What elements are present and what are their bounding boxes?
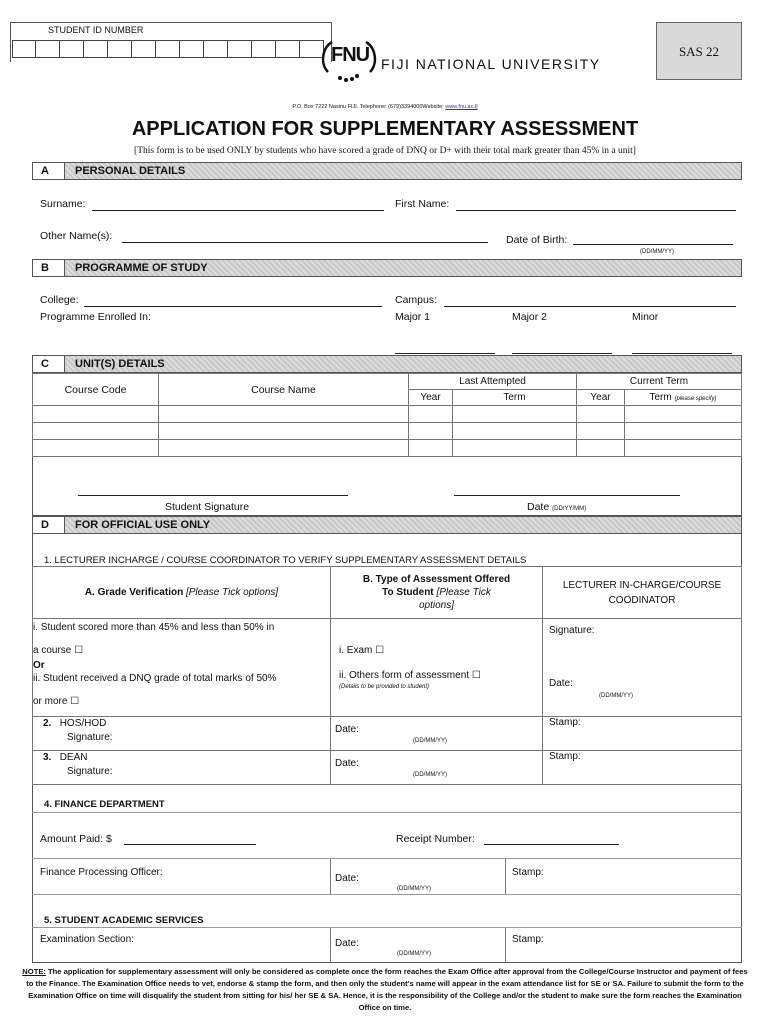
others-checkbox[interactable]: ii. Others form of assessment ☐	[339, 670, 481, 681]
dean-date-cell[interactable]: Date: (DD/MM/YY)	[331, 751, 543, 785]
current-year-header: Year	[577, 390, 625, 406]
surname-label: Surname:	[40, 198, 86, 210]
minor-field[interactable]	[632, 342, 732, 354]
exam-date-cell[interactable]: Date: (DD/MM/YY)	[330, 928, 506, 963]
verification-table	[32, 566, 742, 785]
student-id-label: STUDENT ID NUMBER	[48, 25, 144, 35]
hod-cell: 2. HOS/HOD Signature:	[33, 717, 331, 751]
student-id-cells[interactable]	[12, 40, 324, 58]
first-name-field[interactable]	[456, 199, 736, 211]
table-row[interactable]	[33, 423, 742, 440]
divider	[32, 894, 742, 895]
other-names-label: Other Name(s):	[40, 230, 113, 242]
note-text: The application for supplementary assessment will only be considered as complete once the form reaches the Exam Office after approval from the College/Course Instructor and payment of fees to the Finance. The Examination Office needs to vet, endorse & stamp the form, and then only the student's name will appear in the exam attendance list for SE or SA. Failure to submit the form to the Examination Office on time will disqualify the student from sitting for his/ her SE & SA. Hence, it is the responsibility of the College and/or the student to make sure the form reaches the Examination Office on time.	[26, 967, 748, 1012]
lecturer-sign-cell[interactable]: Signature: Date: (DD/MM/YY)	[543, 619, 742, 717]
section-c-title: UNIT(S) DETAILS	[75, 358, 165, 370]
programme-label: Programme Enrolled In:	[40, 311, 151, 323]
divider	[32, 812, 742, 813]
minor-label: Minor	[632, 311, 659, 323]
item5-title: 5. STUDENT ACADEMIC SERVICES	[44, 915, 204, 926]
surname-field[interactable]	[92, 199, 384, 211]
assessment-type-cell: i. Exam ☐ ii. Others form of assessment ☐ (Details to be provided to student)	[331, 619, 543, 717]
hod-stamp-cell[interactable]: Stamp:	[543, 717, 742, 751]
section-c-header	[32, 355, 742, 373]
campus-label: Campus:	[395, 294, 438, 306]
section-a-header	[32, 162, 742, 180]
section-d-letter: D	[33, 517, 65, 533]
item1-title: 1. LECTURER INCHARGE / COURSE COORDINATOR TO VERIFY SUPPLEMENTARY ASSESSMENT DETAILS	[44, 555, 527, 566]
major1-field[interactable]	[395, 342, 495, 354]
section-d-header	[32, 516, 742, 534]
exam-stamp-label[interactable]: Stamp:	[512, 934, 544, 945]
major2-label: Major 2	[512, 311, 548, 323]
last-attempted-header: Last Attempted	[409, 374, 577, 390]
note-paragraph	[18, 966, 752, 1014]
major2-field[interactable]	[512, 342, 612, 354]
units-table	[32, 373, 742, 457]
student-signature-line[interactable]	[78, 484, 348, 496]
university-name: FIJI NATIONAL UNIVERSITY	[381, 56, 601, 72]
section-d-title: FOR OFFICIAL USE ONLY	[75, 519, 211, 531]
college-label: College:	[40, 294, 79, 306]
section-b-title: PROGRAMME OF STUDY	[75, 262, 208, 274]
grade-options-cell: i. Student scored more than 45% and less than 50% in a course ☐ Or ii. Student received a DNQ grade of total marks of 50% or more ☐	[33, 619, 331, 717]
lecturer-header: LECTURER IN-CHARGE/COURSE COODINATOR	[543, 567, 742, 619]
finance-officer-label: Finance Processing Officer:	[40, 867, 163, 878]
amount-paid-field[interactable]	[124, 833, 256, 845]
section-b-header	[32, 259, 742, 277]
receipt-label: Receipt Number:	[396, 833, 475, 845]
form-code: SAS 22	[678, 44, 720, 59]
exam-section-label: Examination Section:	[40, 934, 134, 945]
finance-stamp-label[interactable]: Stamp:	[512, 867, 544, 878]
section-b-letter: B	[33, 260, 65, 276]
dob-label: Date of Birth:	[506, 234, 568, 246]
student-date-line[interactable]	[454, 484, 680, 496]
table-row[interactable]	[33, 440, 742, 457]
current-term-col-header: Term (please specify)	[625, 390, 742, 406]
course-code-header: Course Code	[33, 374, 159, 406]
last-term-header: Term	[453, 390, 577, 406]
other-names-field[interactable]	[122, 231, 488, 243]
option-2-checkbox[interactable]: or more ☐	[33, 696, 80, 707]
college-field[interactable]	[84, 295, 382, 307]
fnu-logo	[318, 34, 380, 84]
major1-label: Major 1	[395, 311, 431, 323]
campus-field[interactable]	[444, 295, 736, 307]
address-line: P.O. Box 7222 Nasinu FIJI. Telephone: (679)3394000Website: www.fnu.ac.fj	[292, 104, 478, 110]
type-assessment-header: B. Type of Assessment Offered To Student [Please Tick options]	[331, 567, 543, 619]
first-name-label: First Name:	[395, 198, 450, 210]
student-signature-label: Student Signature	[165, 501, 250, 513]
amount-paid-label: Amount Paid: $	[40, 833, 112, 845]
dob-field[interactable]	[573, 233, 733, 245]
dob-format: (DD/MM/YY)	[640, 249, 674, 255]
note-label: NOTE:	[22, 967, 46, 976]
hod-date-cell[interactable]: Date: (DD/MM/YY)	[331, 717, 543, 751]
table-row[interactable]	[33, 406, 742, 423]
grade-verification-header: A. Grade Verification [Please Tick options]	[33, 567, 331, 619]
section-a-letter: A	[33, 163, 65, 179]
receipt-field[interactable]	[484, 833, 619, 845]
section-c-letter: C	[33, 356, 65, 372]
website-link[interactable]: www.fnu.ac.fj	[445, 104, 478, 110]
form-code-box	[656, 22, 742, 80]
logo-text: FNU	[331, 44, 370, 66]
section-a-title: PERSONAL DETAILS	[75, 165, 186, 177]
current-term-header: Current Term	[577, 374, 742, 390]
form-subtitle: [This form is to be used ONLY by students who have scored a grade of DNQ or D+ with their total mark greater than 45% in a unit]	[134, 146, 636, 156]
finance-date-cell[interactable]: Date: (DD/MM/YY)	[330, 859, 506, 895]
course-name-header: Course Name	[159, 374, 409, 406]
last-year-header: Year	[409, 390, 453, 406]
option-1-checkbox[interactable]: a course ☐	[33, 645, 84, 656]
dean-stamp-cell[interactable]: Stamp:	[543, 751, 742, 785]
student-date-label: Date (DD/YY/MM)	[527, 501, 587, 513]
exam-checkbox[interactable]: i. Exam ☐	[339, 645, 385, 656]
item4-title: 4. FINANCE DEPARTMENT	[44, 799, 165, 810]
dean-cell: 3. DEAN Signature:	[33, 751, 331, 785]
form-title: APPLICATION FOR SUPPLEMENTARY ASSESSMENT	[131, 118, 639, 140]
